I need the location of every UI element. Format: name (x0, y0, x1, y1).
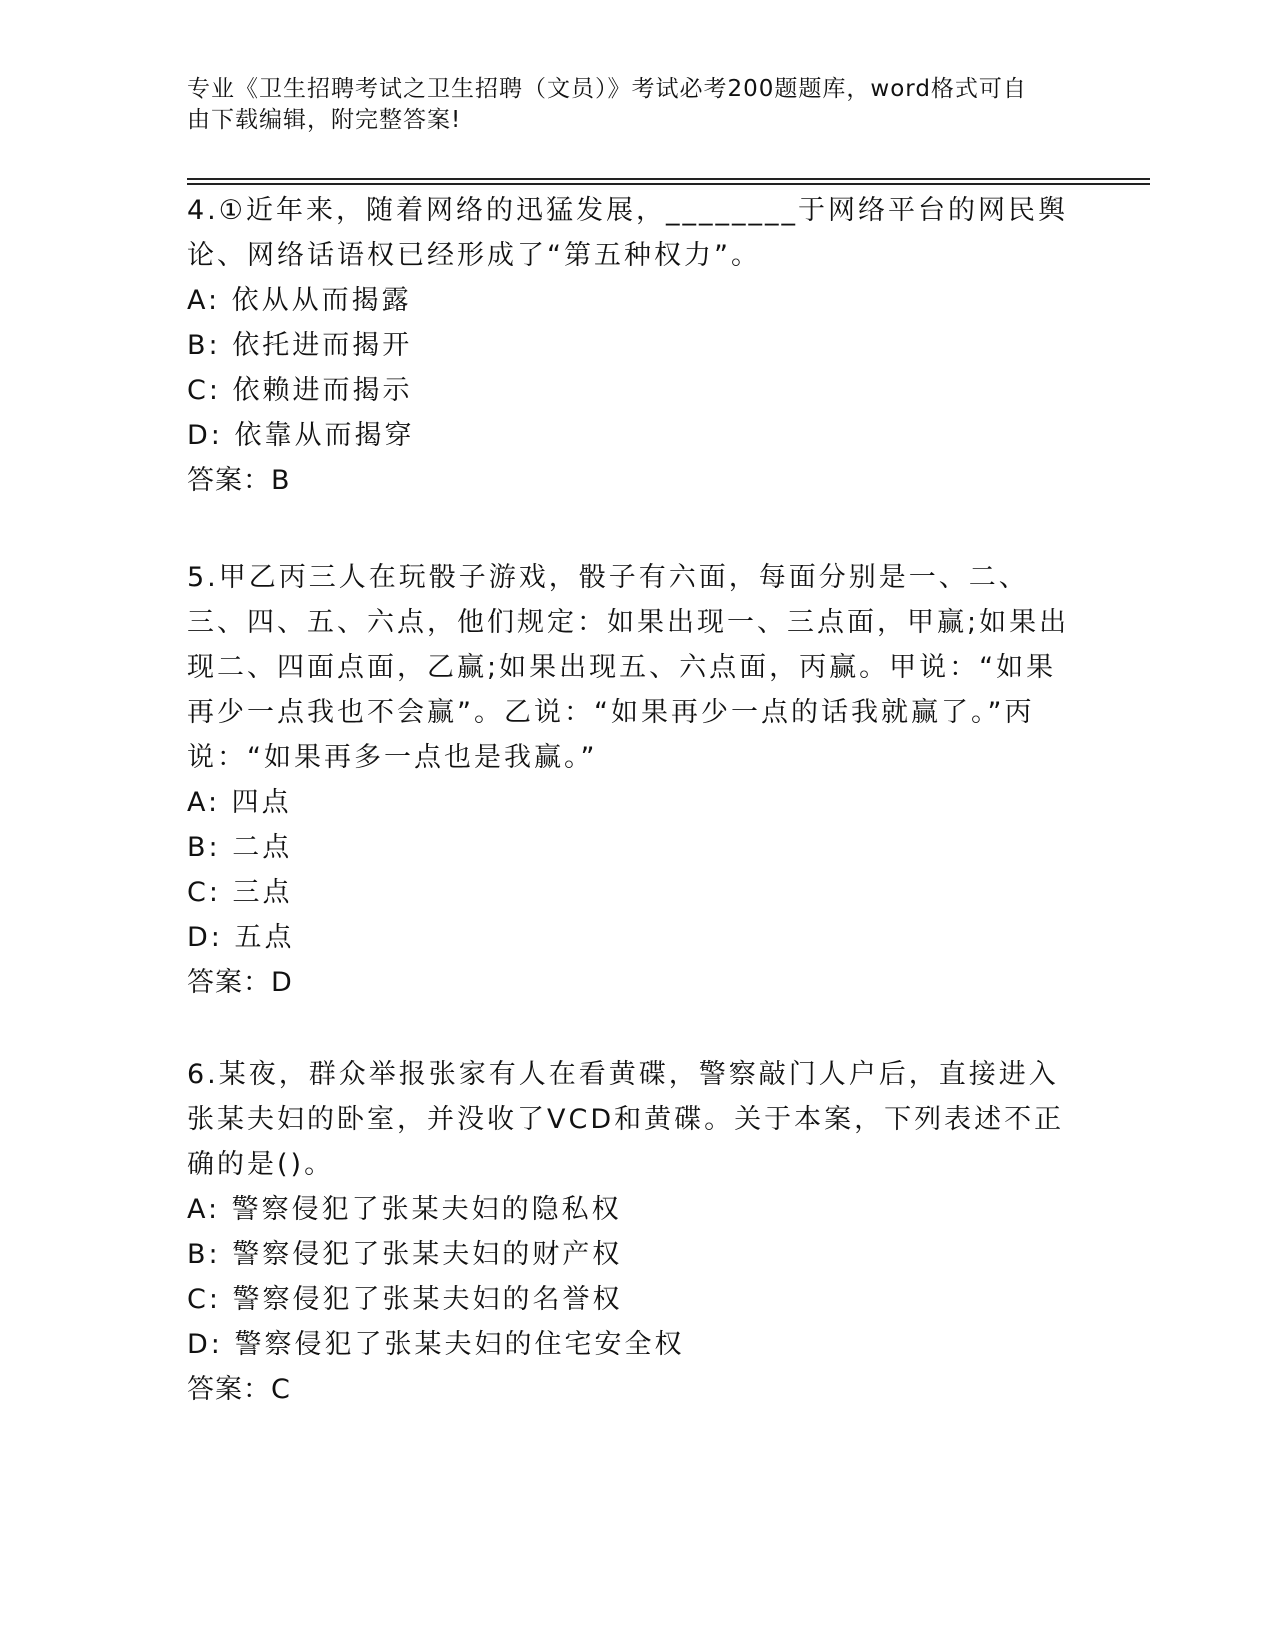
option-d: D: 警察侵犯了张某夫妇的住宅安全权 (187, 1329, 685, 1360)
question-5 (187, 555, 1077, 1005)
answer-line: 答案：D (187, 967, 293, 998)
option-c: C: 依赖进而揭示 (187, 375, 413, 406)
option-b: B: 警察侵犯了张某夫妇的财产权 (187, 1239, 623, 1270)
header-line-2: 由下载编辑，附完整答案! (187, 107, 462, 133)
option-a: A: 警察侵犯了张某夫妇的隐私权 (187, 1194, 622, 1225)
option-c: C: 警察侵犯了张某夫妇的名誉权 (187, 1284, 623, 1315)
option-b: B: 二点 (187, 832, 293, 863)
option-b: B: 依托进而揭开 (187, 330, 413, 361)
option-d: D: 依靠从而揭穿 (187, 420, 415, 451)
answer-line: 答案：B (187, 465, 291, 496)
question-text: 6.某夜，群众举报张家有人在看黄碟，警察敲门人户后，直接进入张某夫妇的卧室，并没收了VCD和黄碟。关于本案，下列表述不正确的是()。 (187, 1059, 1065, 1180)
document-header (187, 74, 1087, 136)
question-text: 4.①近年来，随着网络的迅猛发展，________于网络平台的网民舆论、网络话语权已经形成了“第五种权力”。 (187, 195, 1068, 271)
header-divider-top (187, 178, 1150, 180)
header-line-1: 专业《卫生招聘考试之卫生招聘（文员）》考试必考200题题库，word格式可自 (187, 76, 1027, 102)
header-divider-bottom (187, 183, 1150, 185)
option-a: A: 依从从而揭露 (187, 285, 412, 316)
option-d: D: 五点 (187, 922, 295, 953)
question-4 (187, 188, 1077, 503)
option-a: A: 四点 (187, 787, 292, 818)
answer-line: 答案：C (187, 1374, 291, 1405)
question-text: 5.甲乙丙三人在玩骰子游戏，骰子有六面，每面分别是一、二、三、四、五、六点，他们规定：如果出现一、三点面，甲赢;如果出现二、四面点面，乙赢;如果出现五、六点面，丙赢。甲说：“如果再少一点我也不会赢”。乙说：“如果再少一点的话我就赢了。”丙说：“如果再多一点也是我赢。” (187, 562, 1070, 773)
question-6 (187, 1052, 1077, 1412)
option-c: C: 三点 (187, 877, 293, 908)
